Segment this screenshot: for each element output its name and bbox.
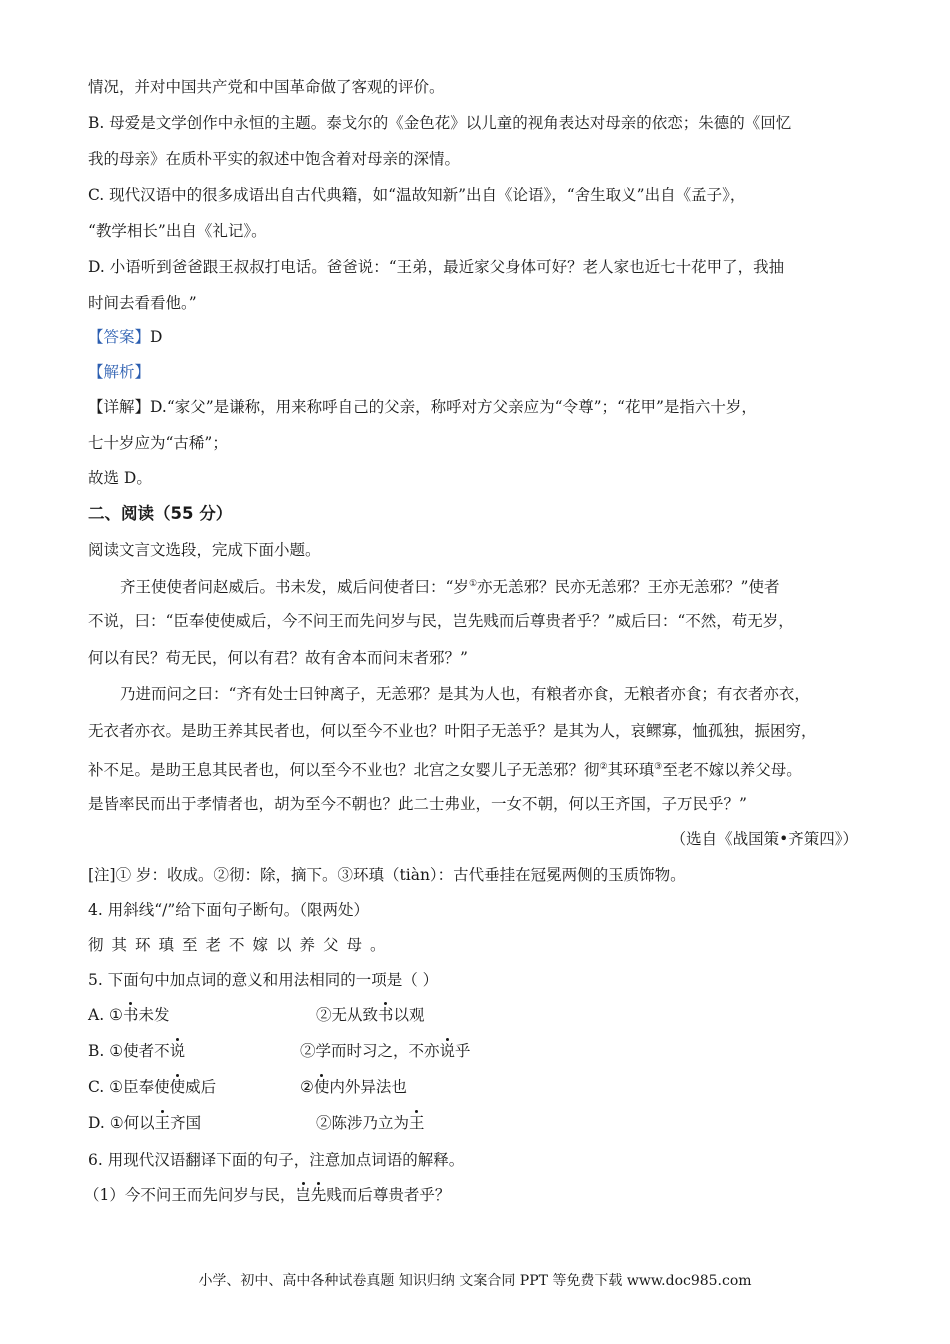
option-label: D. ① xyxy=(88,1114,124,1132)
option-label: A. ① xyxy=(88,1006,123,1024)
passage-text: 补不足。是助王息其民者也，何以至今不业也？北宫之女婴儿子无恙邪？彻 xyxy=(88,761,600,780)
answer-value: D xyxy=(150,328,163,346)
option-label: B. ① xyxy=(88,1042,124,1060)
dotted-word: 王 xyxy=(154,1114,171,1132)
q5-option-c-2: ②使内外异法也 xyxy=(300,1078,407,1096)
q5-option-d-2: ②陈涉乃立为王 xyxy=(316,1114,425,1132)
detail-line2: 七十岁应为“古稀”； xyxy=(88,434,228,452)
answer-tag: 【答案】 xyxy=(88,328,151,346)
detail-line1 xyxy=(88,397,757,417)
answer-line xyxy=(88,327,162,347)
dotted-word: 说 xyxy=(169,1042,186,1060)
section-intro: 阅读文言文选段，完成下面小题。 xyxy=(88,541,321,559)
passage-p1-line2: 不说，曰：“臣奉使使威后，今不问王而先问岁与民，岂先贱而后尊贵者乎？”威后曰：“不然，苟无岁， xyxy=(88,612,794,630)
option-label: C. ① xyxy=(88,1078,124,1096)
dotted-word: 书 xyxy=(122,1006,139,1024)
q5-option-b: B. ①使者不说 xyxy=(88,1042,186,1060)
detail-tag: 【详解】 xyxy=(88,398,151,416)
option-c-line1: C. 现代汉语中的很多成语出自古代典籍，如“温故知新”出自《论语》，“舍生取义”出自《孟子》， xyxy=(88,186,746,204)
passage-p2-line3 xyxy=(88,757,802,780)
dotted-word: 岂 xyxy=(295,1186,311,1204)
q5-stem: 5. 下面句中加点词的意义和用法相同的一项是（ ） xyxy=(88,971,439,989)
page-footer: 小学、初中、高中各种试卷真题 知识归纳 文案合同 PPT 等免费下载 www.doc985.com xyxy=(198,1273,752,1289)
option-d-line1: D. 小语听到爸爸跟王叔叔打电话。爸爸说：“王弟，最近家父身体可好？老人家也近七十花甲了，我抽 xyxy=(88,258,785,276)
note-marker: ② xyxy=(599,762,608,772)
q4-stem: 4. 用斜线“/”给下面句子断句。（限两处） xyxy=(88,901,370,919)
q5-option-d: D. ①何以王齐国 xyxy=(88,1114,202,1132)
q5-option-a: A. ①书未发 xyxy=(88,1006,170,1024)
passage-p1-line3: 何以有民？苟无民，何以有君？故有舍本而问末者邪？” xyxy=(88,649,468,667)
q5-option-b-2: ②学而时习之，不亦说乎 xyxy=(300,1042,471,1060)
passage-text: 其环瑱 xyxy=(607,761,655,780)
passage-text: 亦无恙邪？民亦无恙邪？王亦无恙邪？”使者 xyxy=(477,578,780,597)
dotted-word: 王 xyxy=(409,1114,425,1132)
q6-item1: （1）今不问王而先问岁与民，岂先贱而后尊贵者乎？ xyxy=(84,1186,451,1204)
passage-p2-line1: 乃进而问之曰：“齐有处士曰钟离子，无恙邪？是其为人也，有粮者亦食，无粮者亦食；有衣者亦衣， xyxy=(120,685,810,703)
option-b-line2: 我的母亲》在质朴平实的叙述中饱含着对母亲的深情。 xyxy=(88,150,461,168)
passage-p2-line2: 无衣者亦衣。是助王养其民者也，何以至今不业也？叶阳子无恙乎？是其为人，哀鳏寡，恤孤独，振困穷， xyxy=(88,722,817,740)
passage-text: 至老不嫁以养父母。 xyxy=(662,761,802,780)
q5-option-c: C. ①臣奉使使威后 xyxy=(88,1078,217,1096)
q6-stem: 6. 用现代汉语翻译下面的句子，注意加点词语的解释。 xyxy=(88,1151,465,1169)
passage-text: 齐王使使者问赵威后。书未发，威后问使者曰：“岁 xyxy=(120,578,469,597)
q5-option-a-2: ②无从致书以观 xyxy=(316,1006,425,1024)
option-d-line2: 时间去看看他。” xyxy=(88,294,197,312)
annotation-notes: [注]① 岁：收成。②彻：除，摘下。③环瑱（tiàn）：古代垂挂在冠冕两侧的玉质饰物。 xyxy=(88,866,686,884)
passage-p2-line4: 是皆率民而出于孝情者也，胡为至今不朝也？此二士弗业，一女不朝，何以王齐国，子万民乎？” xyxy=(88,795,747,813)
dotted-word: 说 xyxy=(439,1042,456,1060)
analysis-tag: 【解析】 xyxy=(88,363,151,381)
dotted-word: 书 xyxy=(378,1006,394,1024)
detail-text: D.“家父”是谦称，用来称呼自己的父亲，称呼对方父亲应为“令尊”；“花甲”是指六十岁， xyxy=(150,398,757,416)
dotted-word: 使 xyxy=(313,1078,330,1096)
passage-p1-line1 xyxy=(120,574,779,597)
note-marker: ① xyxy=(468,579,478,589)
option-b-line1: B. 母爱是文学创作中永恒的主题。泰戈尔的《金色花》以儿童的视角表达对母亲的依恋；朱德的《回忆 xyxy=(88,114,792,132)
passage-source: （选自《战国策•齐策四》） xyxy=(670,830,858,848)
option-a-tail: 情况，并对中国共产党和中国革命做了客观的评价。 xyxy=(88,78,445,96)
conclusion: 故选 D。 xyxy=(88,469,152,487)
option-c-line2: “教学相长”出自《礼记》。 xyxy=(88,222,267,240)
note-marker: ③ xyxy=(654,762,663,772)
dotted-word: 先 xyxy=(310,1186,327,1204)
q4-sentence: 彻其环瑱至老不嫁以养父母。 xyxy=(88,936,394,954)
dotted-word: 使 xyxy=(169,1078,186,1096)
section-heading: 二、阅读（55 分） xyxy=(88,504,233,523)
